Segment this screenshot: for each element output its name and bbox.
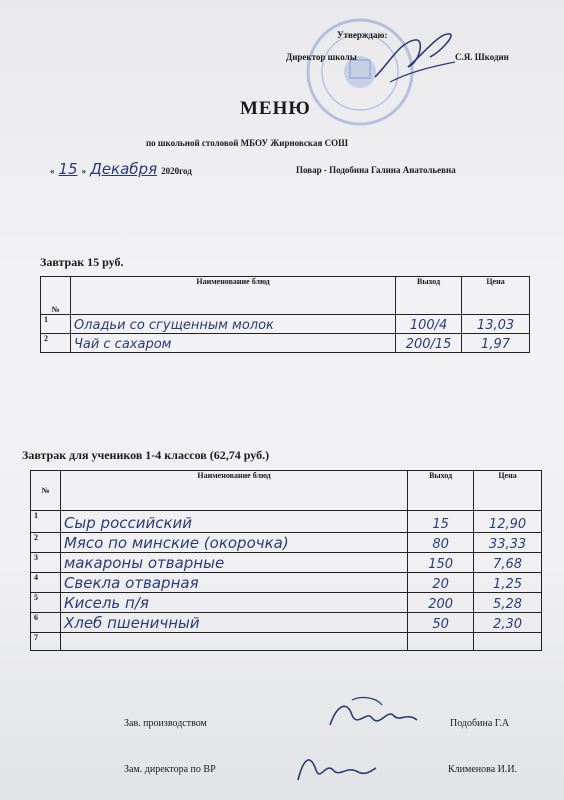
row-no: 2 [41, 334, 71, 353]
date-close-quote: » [81, 166, 87, 176]
row-out: 150 [408, 553, 474, 573]
row-price: 1,25 [474, 573, 542, 593]
table-row [31, 613, 542, 633]
row-no: 1 [41, 315, 71, 334]
col-out-header: Выход [408, 471, 474, 511]
col-name-header: Наименование блюд [70, 277, 395, 315]
date-open-quote: « [50, 166, 55, 176]
production-name: Подобина Г.А [450, 718, 510, 729]
row-price [474, 633, 542, 651]
row-price: 12,90 [474, 511, 542, 533]
col-price-header: Цена [462, 277, 530, 315]
col-out-header: Выход [396, 277, 462, 315]
table-row [31, 511, 542, 533]
row-no: 1 [31, 511, 61, 533]
row-price: 1,97 [462, 334, 530, 353]
row-price: 13,03 [462, 315, 530, 334]
approval-label: Утверждаю: [337, 30, 388, 40]
row-price: 33,33 [474, 533, 542, 553]
deputy-name: Клименова И.И. [448, 764, 518, 775]
date-year: 2020год [161, 166, 192, 176]
table-row [31, 533, 542, 553]
row-no: 2 [31, 533, 61, 553]
subtitle: по школьной столовой МБОУ Жирновская СОШ [146, 138, 348, 148]
director-label: Директор школы [286, 52, 357, 62]
row-price: 2,30 [474, 613, 542, 633]
row-no: 7 [31, 633, 61, 651]
col-name-header: Наименование блюд [60, 471, 407, 511]
breakfast2-table [30, 470, 542, 651]
row-no: 5 [31, 593, 61, 613]
row-out: 50 [408, 613, 474, 633]
row-dish: Сыр российский [60, 511, 407, 533]
table-row [41, 315, 530, 334]
deputy-label: Зам. директора по ВР [124, 764, 216, 775]
table-row [31, 633, 542, 651]
row-no: 6 [31, 613, 61, 633]
row-price: 7,68 [474, 553, 542, 573]
table-row [31, 573, 542, 593]
row-dish: Свекла отварная [60, 573, 407, 593]
row-dish: Мясо по минские (окорочка) [60, 533, 407, 553]
row-dish: Оладьи со сгущенным молок [70, 315, 395, 334]
row-dish: Кисель п/я [60, 593, 407, 613]
row-dish: макароны отварные [60, 553, 407, 573]
row-no: 3 [31, 553, 61, 573]
director-name: С.Я. Шкодин [455, 52, 509, 62]
row-out: 200/15 [396, 334, 462, 353]
row-price: 5,28 [474, 593, 542, 613]
col-price-header: Цена [474, 471, 542, 511]
row-no: 4 [31, 573, 61, 593]
table-row [31, 593, 542, 613]
row-out [408, 633, 474, 651]
date-line [50, 160, 192, 179]
row-out: 15 [408, 511, 474, 533]
breakfast1-header-row [41, 277, 530, 315]
row-dish: Хлеб пшеничный [60, 613, 407, 633]
cook-line: Повар - Подобина Галина Анатольевна [296, 165, 456, 175]
breakfast1-table [40, 276, 530, 353]
page-title: МЕНЮ [240, 98, 311, 119]
breakfast1-heading: Завтрак 15 руб. [40, 255, 124, 269]
table-row [41, 334, 530, 353]
deputy-signature [288, 740, 378, 790]
date-day: 15 [58, 160, 78, 178]
row-out: 100/4 [396, 315, 462, 334]
row-dish [60, 633, 407, 651]
row-out: 20 [408, 573, 474, 593]
row-out: 200 [408, 593, 474, 613]
row-out: 80 [408, 533, 474, 553]
breakfast2-header-row [31, 471, 542, 511]
date-month: Декабря [90, 160, 158, 178]
breakfast2-heading: Завтрак для учеников 1-4 классов (62,74 руб.) [22, 448, 270, 462]
col-no-header: № [41, 277, 71, 315]
row-dish: Чай с сахаром [70, 334, 395, 353]
table-row [31, 553, 542, 573]
production-label: Зав. производством [124, 718, 207, 729]
production-signature [322, 690, 422, 740]
col-no-header: № [31, 471, 61, 511]
